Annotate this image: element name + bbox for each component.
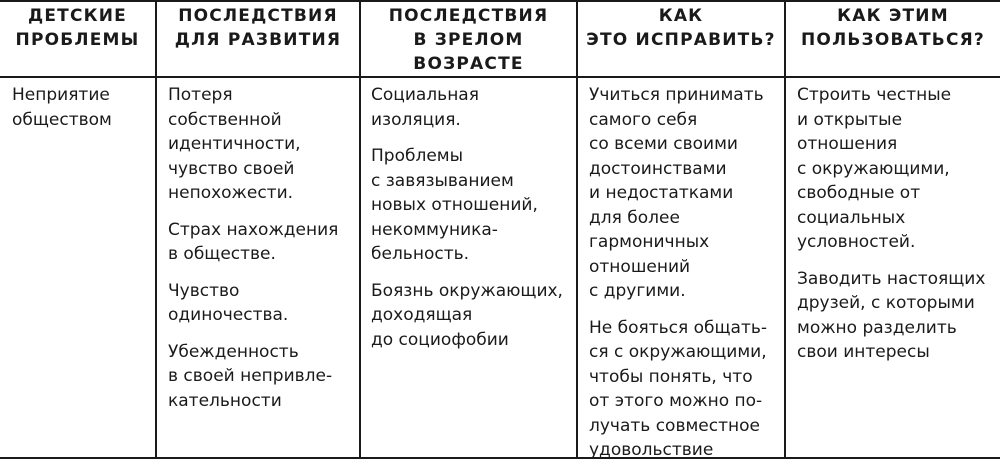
cell-paragraph: Социальная изоляция.: [371, 85, 479, 130]
cell-fix: [589, 83, 784, 475]
header-bottom-border: [0, 76, 1000, 78]
header-line: В ЗРЕЛОМ: [413, 30, 524, 50]
table-bottom-border: [0, 457, 1000, 459]
header-line: ПОСЛЕДСТВИЯ: [388, 6, 549, 26]
header-how-to-use: [786, 4, 1000, 74]
header-line: КАК ЭТИМ: [837, 6, 949, 26]
cell-paragraph: Заводить настоящих друзей, с которыми можно разделить свои интересы: [797, 268, 986, 362]
cell-adulthood: [371, 83, 576, 364]
cell-paragraph: Проблемы с завязыванием новых отношений, некоммуника- бельность.: [371, 146, 538, 264]
cell-paragraph: Строить честные и открытые отношения с окружающими, свободные от социальных условностей.: [797, 85, 952, 252]
header-how-to-fix: [578, 4, 784, 74]
cell-use: [797, 83, 1000, 377]
cell-paragraph: Убежденность в своей непривле- кательности: [168, 341, 333, 411]
cell-text: Неприятие обществом: [12, 85, 112, 130]
header-line: ПОЛЬЗОВАТЬСЯ?: [801, 30, 985, 50]
cell-paragraph: Потеря собственной идентичности, чувство своей непохожести.: [168, 85, 301, 203]
cell-problem: [12, 83, 152, 144]
cell-paragraph: Страх нахождения в обществе.: [168, 219, 339, 264]
cell-paragraph: Боязнь окружающих, доходящая до социофобии: [371, 280, 563, 350]
cell-development: [168, 83, 358, 425]
header-line: ДЛЯ РАЗВИТИЯ: [174, 30, 342, 50]
cell-paragraph: Чувство одиночества.: [168, 280, 289, 325]
header-line: ДЕТСКИЕ: [28, 6, 127, 26]
header-children-problems: [0, 4, 155, 74]
header-adult-consequences: [361, 4, 576, 74]
header-line: КАК: [658, 6, 704, 26]
header-line: ПОСЛЕДСТВИЯ: [178, 6, 338, 26]
header-line: ЭТО ИСПРАВИТЬ?: [586, 30, 776, 50]
table-top-border: [0, 0, 1000, 2]
cell-paragraph: Учиться принимать самого себя со всеми своими достоинствами и недостатками для более гармоничных отношений с другими.: [589, 85, 764, 301]
cell-paragraph: Не бояться общать- ся с окружающими, чтобы понять, что от этого можно по- лучать совместное удовольствие: [589, 317, 768, 460]
header-line: ПРОБЛЕМЫ: [15, 30, 140, 50]
header-development-consequences: [157, 4, 359, 74]
header-line: ВОЗРАСТЕ: [413, 54, 524, 74]
